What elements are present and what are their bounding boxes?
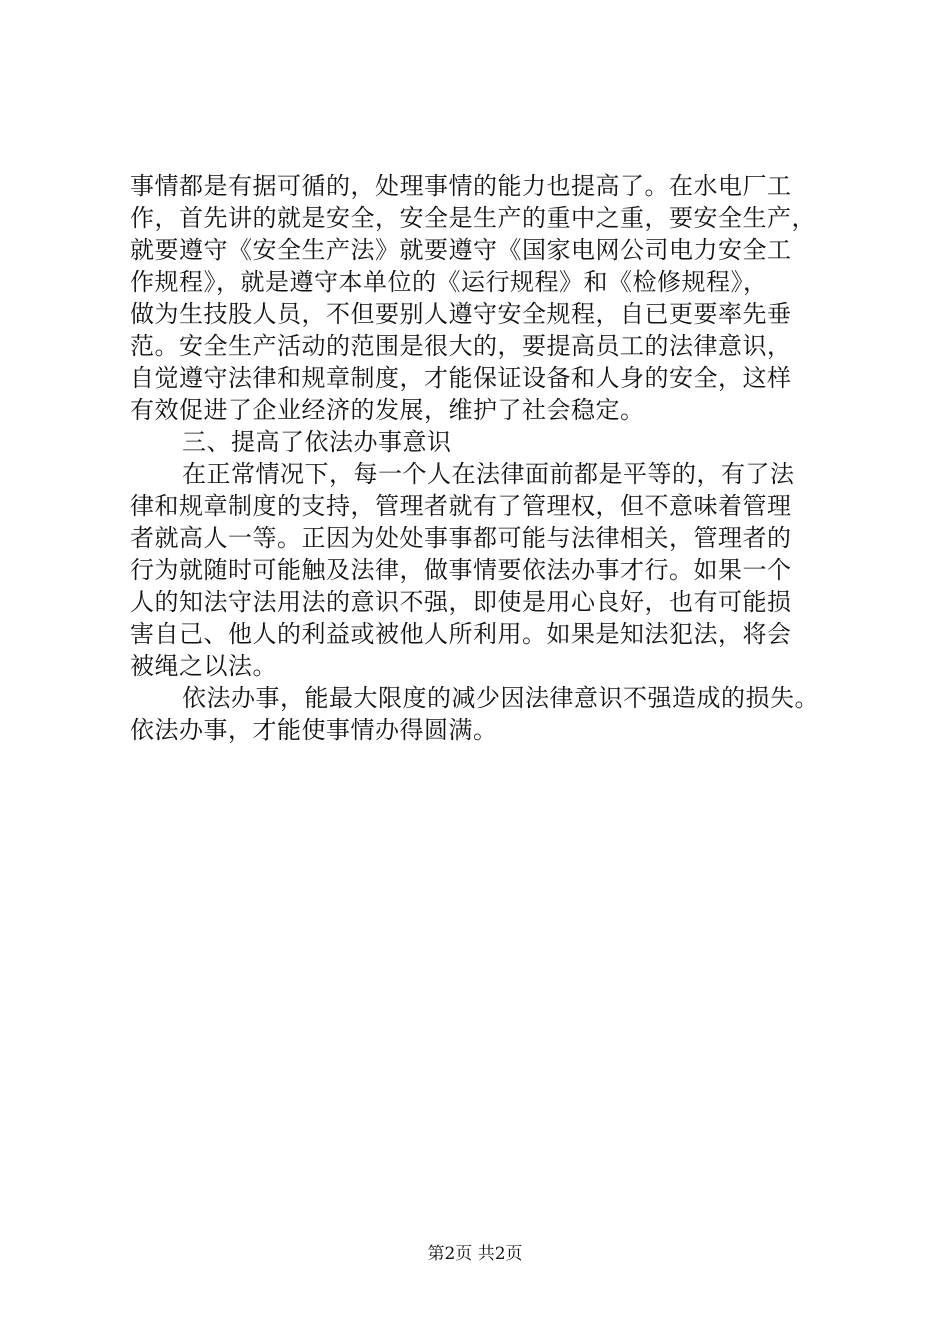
document-body — [130, 170, 860, 746]
page-footer: 第2页 共2页 — [427, 1244, 523, 1264]
text-line: 在正常情况下，每一个人在法律面前都是平等的，有了法 — [182, 460, 795, 488]
text-line: 有效促进了企业经济的发展，维护了社会稳定。 — [130, 396, 645, 424]
text-line: 自觉遵守法律和规章制度，才能保证设备和人身的安全，这样 — [130, 364, 792, 392]
text-line: 被绳之以法。 — [130, 652, 277, 680]
text-line: 者就高人一等。正因为处处事事都可能与法律相关，管理者的 — [130, 524, 792, 552]
text-line: 事情都是有据可循的，处理事情的能力也提高了。在水电厂工 — [130, 172, 792, 200]
text-line: 行为就随时可能触及法律，做事情要依法办事才行。如果一个 — [130, 556, 792, 584]
text-line: 依法办事，才能使事情办得圆满。 — [130, 716, 498, 744]
text-line: 范。安全生产活动的范围是很大的，要提高员工的法律意识， — [130, 332, 792, 360]
text-line: 害自己、他人的利益或被他人所利用。如果是知法犯法，将会 — [130, 620, 792, 648]
text-line: 律和规章制度的支持，管理者就有了管理权，但不意味着管理 — [130, 492, 792, 520]
text-line: 就要遵守《安全生产法》就要遵守《国家电网公司电力安全工 — [130, 236, 792, 264]
text-line: 作规程》，就是遵守本单位的《运行规程》和《检修规程》， — [130, 268, 768, 296]
text-line: 依法办事，能最大限度的减少因法律意识不强造成的损失。 — [182, 684, 819, 712]
text-line: 做为生技股人员，不但要别人遵守安全规程，自已更要率先垂 — [130, 300, 792, 328]
text-line: 人的知法守法用法的意识不强，即使是用心良好，也有可能损 — [130, 588, 792, 616]
text-line: 作，首先讲的就是安全，安全是生产的重中之重，要安全生产， — [130, 204, 816, 232]
text-line: 三、提高了依法办事意识 — [182, 428, 452, 456]
